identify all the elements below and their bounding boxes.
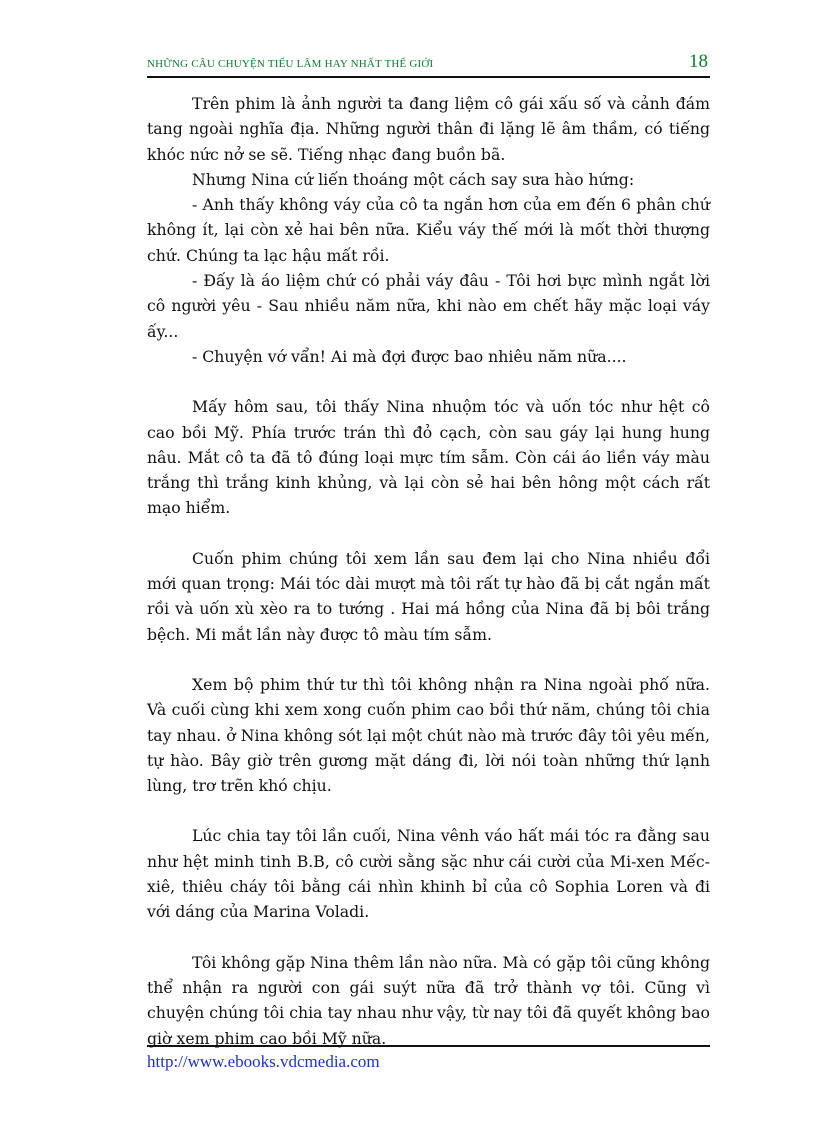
paragraph: - Đấy là áo liệm chứ có phải váy đâu - Tôi hơi bực mình ngắt lời cô người yêu - Sau nhiều năm nữa, khi nào em chết hãy mặc loại váy ấy... <box>147 271 710 341</box>
paragraph: Xem bộ phim thứ tư thì tôi không nhận ra Nina ngoài phố nữa. Và cuối cùng khi xem xong cuốn phim cao bồi thứ năm, chúng tôi chia tay nhau. ở Nina không sót lại một chút nào mà trước đây tôi yêu mến, tự hào. Bây giờ trên gương mặt dáng đi, lời nói toàn những thứ lạnh lùng, trơ trẽn khó chịu. <box>147 674 710 796</box>
paragraph: Mấy hôm sau, tôi thấy Nina nhuộm tóc và uốn tóc như hệt cô cao bồi Mỹ. Phía trước trán thì đỏ cạch, còn sau gáy lại hung hung nâu. Mắt cô ta đã tô đúng loại mực tím sẫm. Còn cái áo liền váy màu trắng thì trắng kinh khủng, và lại còn sẻ hai bên hông một cách rất mạo hiểm. <box>147 397 710 518</box>
paragraph: Nhưng Nina cứ liến thoáng một cách say sưa hào hứng: <box>192 169 635 189</box>
paragraph: Trên phim là ảnh người ta đang liệm cô gái xấu số và cảnh đám tang ngoài nghĩa địa. Những người thân đi lặng lẽ âm thầm, có tiếng khóc nức nở se sẽ. Tiếng nhạc đang buồn bã. <box>147 94 710 164</box>
paragraph: - Anh thấy không váy của cô ta ngắn hơn của em đến 6 phân chứ không ít, lại còn xẻ hai bên nữa. Kiểu váy thế mới là mốt thời thượng chứ. Chúng ta lạc hậu mất rồi. <box>147 195 710 265</box>
page-body <box>147 91 710 1051</box>
page-header <box>147 52 710 78</box>
paragraph: Tôi không gặp Nina thêm lần nào nữa. Mà có gặp tôi cũng không thể nhận ra người con gái suýt nữa đã trở thành vợ tôi. Cũng vì chuyện chúng tôi chia tay nhau như vậy, từ nay tôi đã quyết không bao giờ xem phim cao bồi Mỹ nữa. <box>147 952 710 1048</box>
footer-divider <box>147 1045 710 1047</box>
paragraph: Cuốn phim chúng tôi xem lần sau đem lại cho Nina nhiều đổi mới quan trọng: Mái tóc dài mượt mà tôi rất tự hào đã bị cắt ngắn mất rồi và uốn xù xèo ra to tướng . Hai má hồng của Nina đã bị bôi trắng bệch. Mi mắt lần này được tô màu tím sẫm. <box>147 548 710 644</box>
paragraph: Lúc chia tay tôi lần cuối, Nina vênh váo hất mái tóc ra đằng sau như hệt minh tinh B.B, cô cười sằng sặc như cái cười của Mi-xen Mếc-xiê, thiêu cháy tôi bằng cái nhìn khinh bỉ của cô Sophia Loren và đi với dáng của Marina Voladi. <box>147 826 710 922</box>
footer-link[interactable]: http://www.ebooks.vdcmedia.com <box>147 1052 380 1071</box>
paragraph: - Chuyện vớ vẩn! Ai mà đợi được bao nhiêu năm nữa.... <box>192 346 627 366</box>
book-title: NHỮNG CÂU CHUYỆN TIẾU LÂM HAY NHẤT THẾ GIỚI <box>147 58 434 70</box>
page-number: 18 <box>689 51 708 72</box>
